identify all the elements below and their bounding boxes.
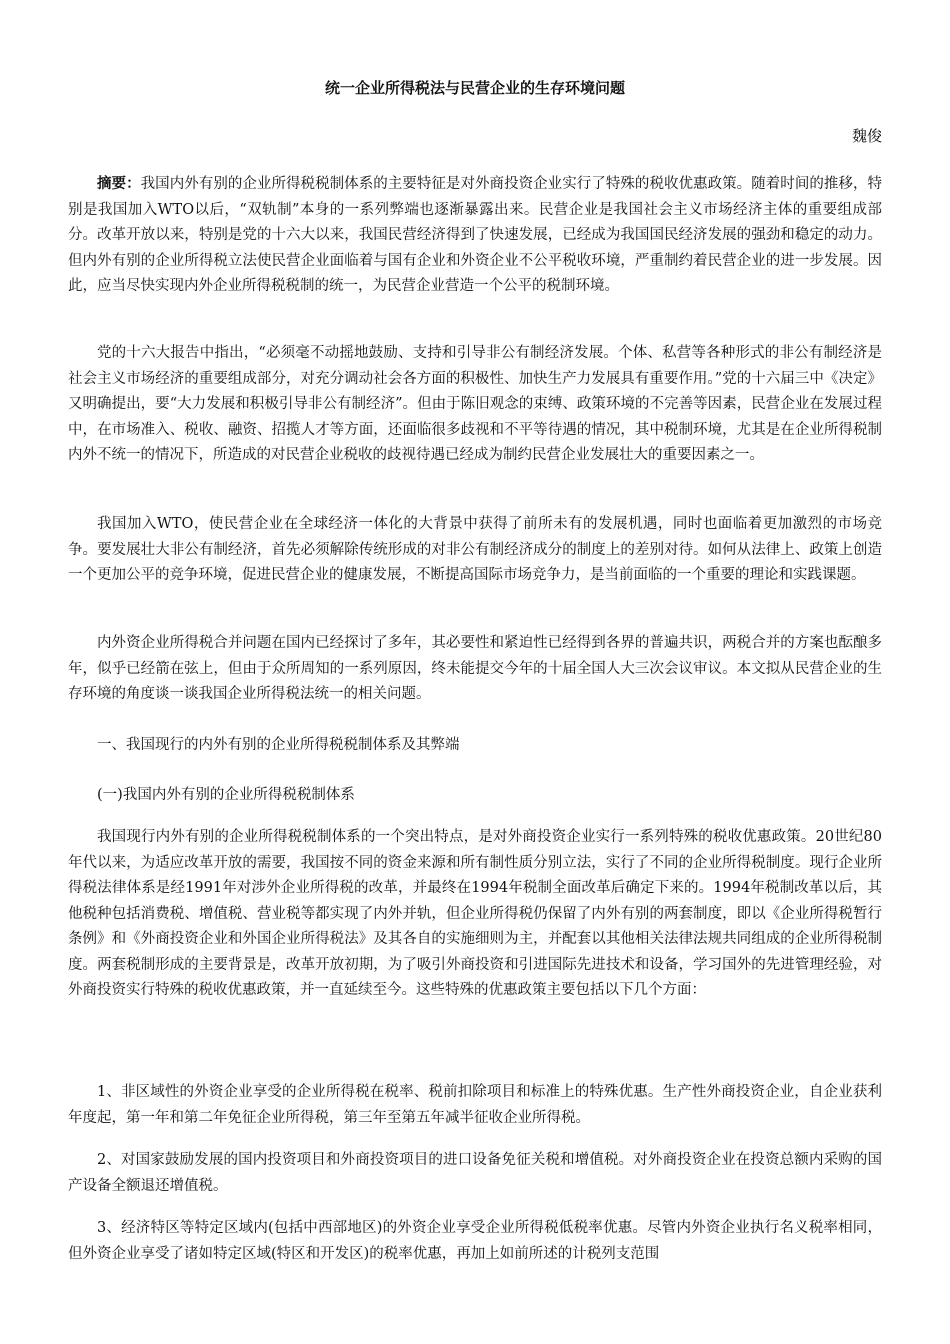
abstract-text: 我国内外有别的企业所得税税制体系的主要特征是对外商投资企业实行了特殊的税收优惠政策。随着时间的推移，特别是我国加入WTO以后，“双轨制”本身的一系列弊端也逐渐暴露出来。民营企业是我国社会主义市场经济主体的重要组成部分。改革开放以来，特别是党的十六大以来，我国民营经济得到了快速发展，已经成为我国国民经济发展的强劲和稳定的动力。但内外有别的企业所得税立法使民营企业面临着与国有企业和外资企业不公平税收环境，严重制约着民营企业的进一步发展。因此，应当尽快实现内外企业所得税税制的统一，为民营企业营造一个公平的税制环境。 [68, 176, 883, 294]
section-heading: 一、我国现行的内外有别的企业所得税税制体系及其弊端 [97, 737, 460, 753]
body-paragraph: 我国加入WTO，使民营企业在全球经济一体化的大背景中获得了前所未有的发展机遇，同时也面临着更加激烈的市场竞争。要发展壮大非公有制经济，首先必须解除传统形成的对非公有制经济成分的制度上的差别对待。如何从法律上、政策上创造一个更加公平的竞争环境，促进民营企业的健康发展，不断提高国际市场竞争力，是当前面临的一个重要的理论和实践课题。 [68, 516, 882, 583]
abstract-paragraph [68, 171, 882, 300]
list-item: 1、非区域性的外资企业享受的企业所得税在税率、税前扣除项目和标准上的特殊优惠。生产性外商投资企业，自企业获利年度起，第一年和第二年免征企业所得税，第三年至第五年减半征收企业所得税。 [68, 1084, 882, 1126]
body-paragraph: 我国现行内外有别的企业所得税税制体系的一个突出特点，是对外商投资企业实行一系列特殊的税收优惠政策。20世纪80年代以来，为适应改革开放的需要，我国按不同的资金来源和所有制性质分别立法，实行了不同的企业所得税制度。现行企业所得税法律体系是经1991年对涉外企业所得税的改革，并最终在1994年税制全面改革后确定下来的。1994年税制改革以后，其他税种包括消费税、增值税、营业税等都实现了内外并轨，但企业所得税仍保留了内外有别的两套制度，即以《企业所得税暂行条例》和《外商投资企业和外国企业所得税法》及其各自的实施细则为主，并配套以其他相关法律法规共同组成的企业所得税制度。两套税制形成的主要背景是，改革开放初期，为了吸引外商投资和引进国际先进技术和设备，学习国外的先进管理经验，对外商投资实行特殊的税收优惠政策，并一直延续至今。这些特殊的优惠政策主要包括以下几个方面： [68, 829, 882, 998]
body-paragraph: 党的十六大报告中指出，“必须毫不动摇地鼓励、支持和引导非公有制经济发展。个体、私营等各种形式的非公有制经济是社会主义市场经济的重要组成部分，对充分调动社会各方面的积极性、加快生产力发展具有重要作用。”党的十六届三中《决定》又明确提出，要“大力发展和积极引导非公有制经济”。但由于陈旧观念的束缚、政策环境的不完善等因素，民营企业在发展过程中，在市场准入、税收、融资、招揽人才等方面，还面临很多歧视和不平等待遇的情况，其中税制环境，尤其是在企业所得税制内外不统一的情况下，所造成的对民营企业税收的歧视待遇已经成为制约民营企业发展壮大的重要因素之一。 [68, 345, 882, 463]
subsection-heading: (一)我国内外有别的企业所得税税制体系 [97, 787, 355, 803]
list-item: 2、对国家鼓励发展的国内投资项目和外商投资项目的进口设备免征关税和增值税。对外商投资企业在投资总额内采购的国产设备全额退还增值税。 [68, 1152, 882, 1194]
abstract-label: 摘要： [97, 175, 141, 192]
author-name: 魏俊 [851, 127, 882, 145]
document-title: 统一企业所得税法与民营企业的生存环境问题 [324, 79, 625, 97]
body-paragraph: 内外资企业所得税合并问题在国内已经探讨了多年，其必要性和紧迫性已经得到各界的普遍共识，两税合并的方案也酝酿多年，似乎已经箭在弦上，但由于众所周知的一系列原因，终未能提交今年的十届全国人大三次会议审议。本文拟从民营企业的生存环境的角度谈一谈我国企业所得税法统一的相关问题。 [68, 635, 882, 702]
list-item: 3、经济特区等特定区域内(包括中西部地区)的外资企业享受企业所得税低税率优惠。尽管内外资企业执行名义税率相同，但外资企业享受了诸如特定区域(特区和开发区)的税率优惠，再加上如前所述的计税列支范围 [68, 1220, 882, 1262]
